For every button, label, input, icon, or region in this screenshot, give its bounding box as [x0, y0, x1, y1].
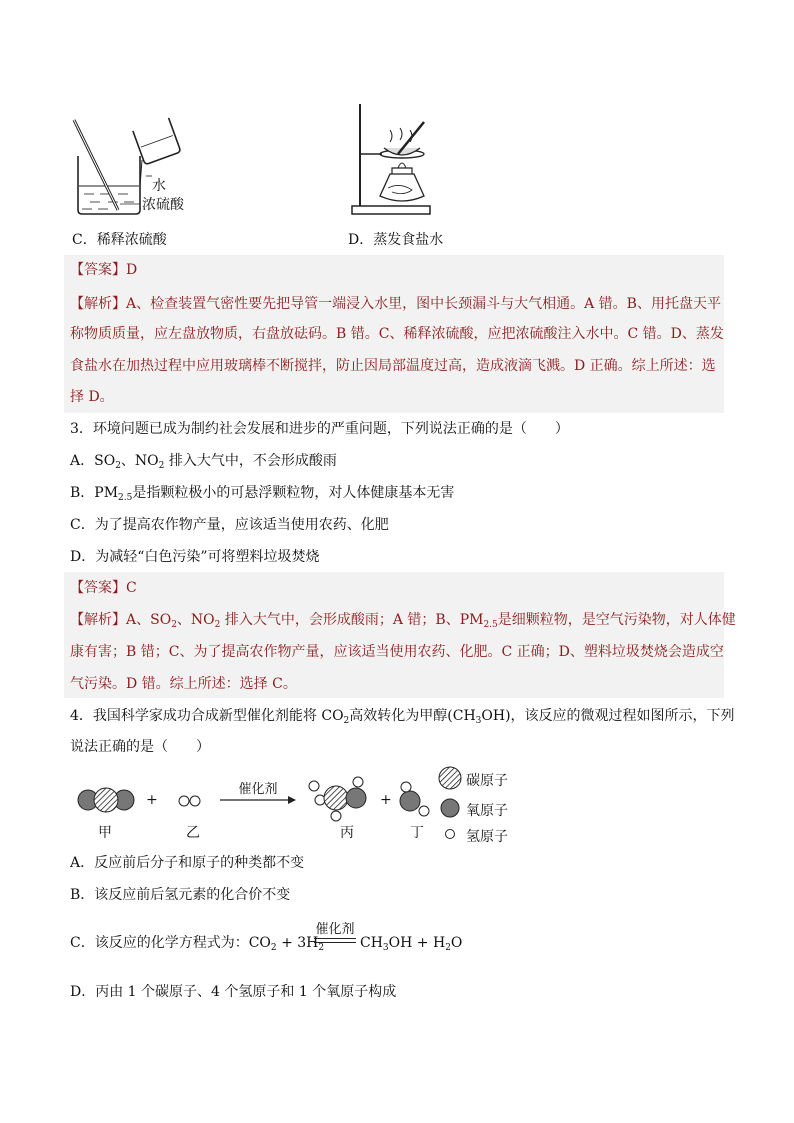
hydrogen-atom: [179, 796, 189, 806]
q3-analysis-line-2: 康有害；B 错；C、为了提高农作物产量，应该适当使用农药、化肥。C 正确；D、塑料垃圾焚烧会造成空: [70, 644, 724, 660]
q3-option-d: D．为减轻“白色污染”可将塑料垃圾焚烧: [70, 549, 320, 565]
hydrogen-atom: [331, 811, 341, 821]
hydrogen-atom: [401, 782, 411, 792]
equation-equals-line: [314, 938, 356, 943]
hydrogen-atom: [419, 806, 429, 816]
q3-option-a: A．$SO_2$、$NO_2$ 排入大气中，不会形成酸雨: [70, 453, 337, 471]
q3-stem: 3．环境问题已成为制约社会发展和进步的严重问题，下列说法正确的是（ ）: [70, 421, 569, 437]
legend-hydrogen-label: 氢原子: [466, 829, 508, 845]
q2-analysis-line-3: 食盐水在加热过程中应用玻璃棒不断搅拌，防止因局部温度过高，造成液滴飞溅。D 正确。综上所述：选: [70, 358, 716, 374]
label-ding: 丁: [410, 825, 424, 841]
oxygen-atom: [346, 788, 366, 808]
catalyst-label: 催化剂: [238, 782, 278, 797]
analysis-tag: 【解析】: [70, 296, 126, 312]
hydrogen-atom: [353, 777, 363, 787]
q2-analysis-line-1: 【解析】A、检查装置气密性要先把导管一端浸入水里，图中长颈漏斗与大气相通。A 错。B、用托盘天平: [70, 296, 721, 312]
legend-carbon-swatch: [439, 767, 461, 789]
q2-analysis-line-2: 称物质质量，应左盘放物质，右盘放砝码。B 错。C、稀释浓硫酸，应把浓硫酸注入水中。C 错。D、蒸发: [70, 326, 724, 342]
carbon-atom: [94, 788, 118, 812]
q4-option-a: A．反应前后分子和原子的种类都不变: [70, 855, 305, 871]
figure-evaporation: [340, 102, 450, 220]
q3-option-b: B．$PM_{2.5}$是指颗粒极小的可悬浮颗粒物，对人体健康基本无害: [70, 485, 455, 503]
q4-option-d: D．丙由 1 个碳原子、4 个氢原子和 1 个氧原子构成: [70, 984, 397, 1000]
label-conc-acid: 浓硫酸: [142, 197, 184, 213]
label-bing: 丙: [340, 825, 354, 841]
caption-c: C．稀释浓硫酸: [72, 232, 167, 248]
legend-oxygen-swatch: [441, 799, 459, 817]
q3-analysis-line-1: 【解析】A、$SO_2$、$NO_2$ 排入大气中，会形成酸雨；A 错；B、$PM_{2.5}$是细颗粒物，是空气污染物，对人体健: [70, 612, 736, 630]
equation-catalyst: 催化剂: [315, 922, 355, 937]
q3-option-c: C．为了提高农作物产量，应该适当使用农药、化肥: [70, 517, 389, 533]
plus-sign: +: [146, 792, 158, 808]
carbon-atom: [324, 786, 348, 810]
q3-analysis-line-3: 气污染。D 错。综上所述：选择 C。: [70, 676, 297, 692]
oxygen-atom: [400, 791, 420, 811]
q2-analysis-line-4: 择 D。: [70, 389, 114, 405]
label-water: 水: [152, 178, 166, 194]
legend-oxygen-label: 氧原子: [466, 803, 508, 819]
q2-answer: 【答案】D: [70, 262, 138, 278]
q3-answer: 【答案】C: [70, 580, 137, 596]
legend-hydrogen-swatch: [446, 830, 455, 839]
hydrogen-atom: [190, 796, 200, 806]
legend-carbon-label: 碳原子: [466, 773, 508, 789]
q4-option-c: C．该反应的化学方程式为：$CO_2 + 3H_2$: [70, 935, 325, 953]
hydrogen-atom: [315, 795, 325, 805]
q4-option-b: B．该反应前后氢元素的化合价不变: [70, 887, 291, 903]
hydrogen-atom: [309, 781, 319, 791]
plus-sign: +: [380, 792, 392, 808]
q4-stem-line-1: 4．我国科学家成功合成新型催化剂能将 $CO_2$高效转化为甲醇$(CH_3OH)$，该反应的微观过程如图所示，下列: [70, 708, 735, 726]
q4-option-c-right: $CH_3OH + H_2O$: [360, 935, 463, 953]
label-yi: 乙: [186, 825, 200, 841]
q4-stem-line-2: 说法正确的是（ ）: [70, 739, 210, 755]
caption-d: D．蒸发食盐水: [348, 232, 444, 248]
label-jia: 甲: [98, 825, 112, 841]
